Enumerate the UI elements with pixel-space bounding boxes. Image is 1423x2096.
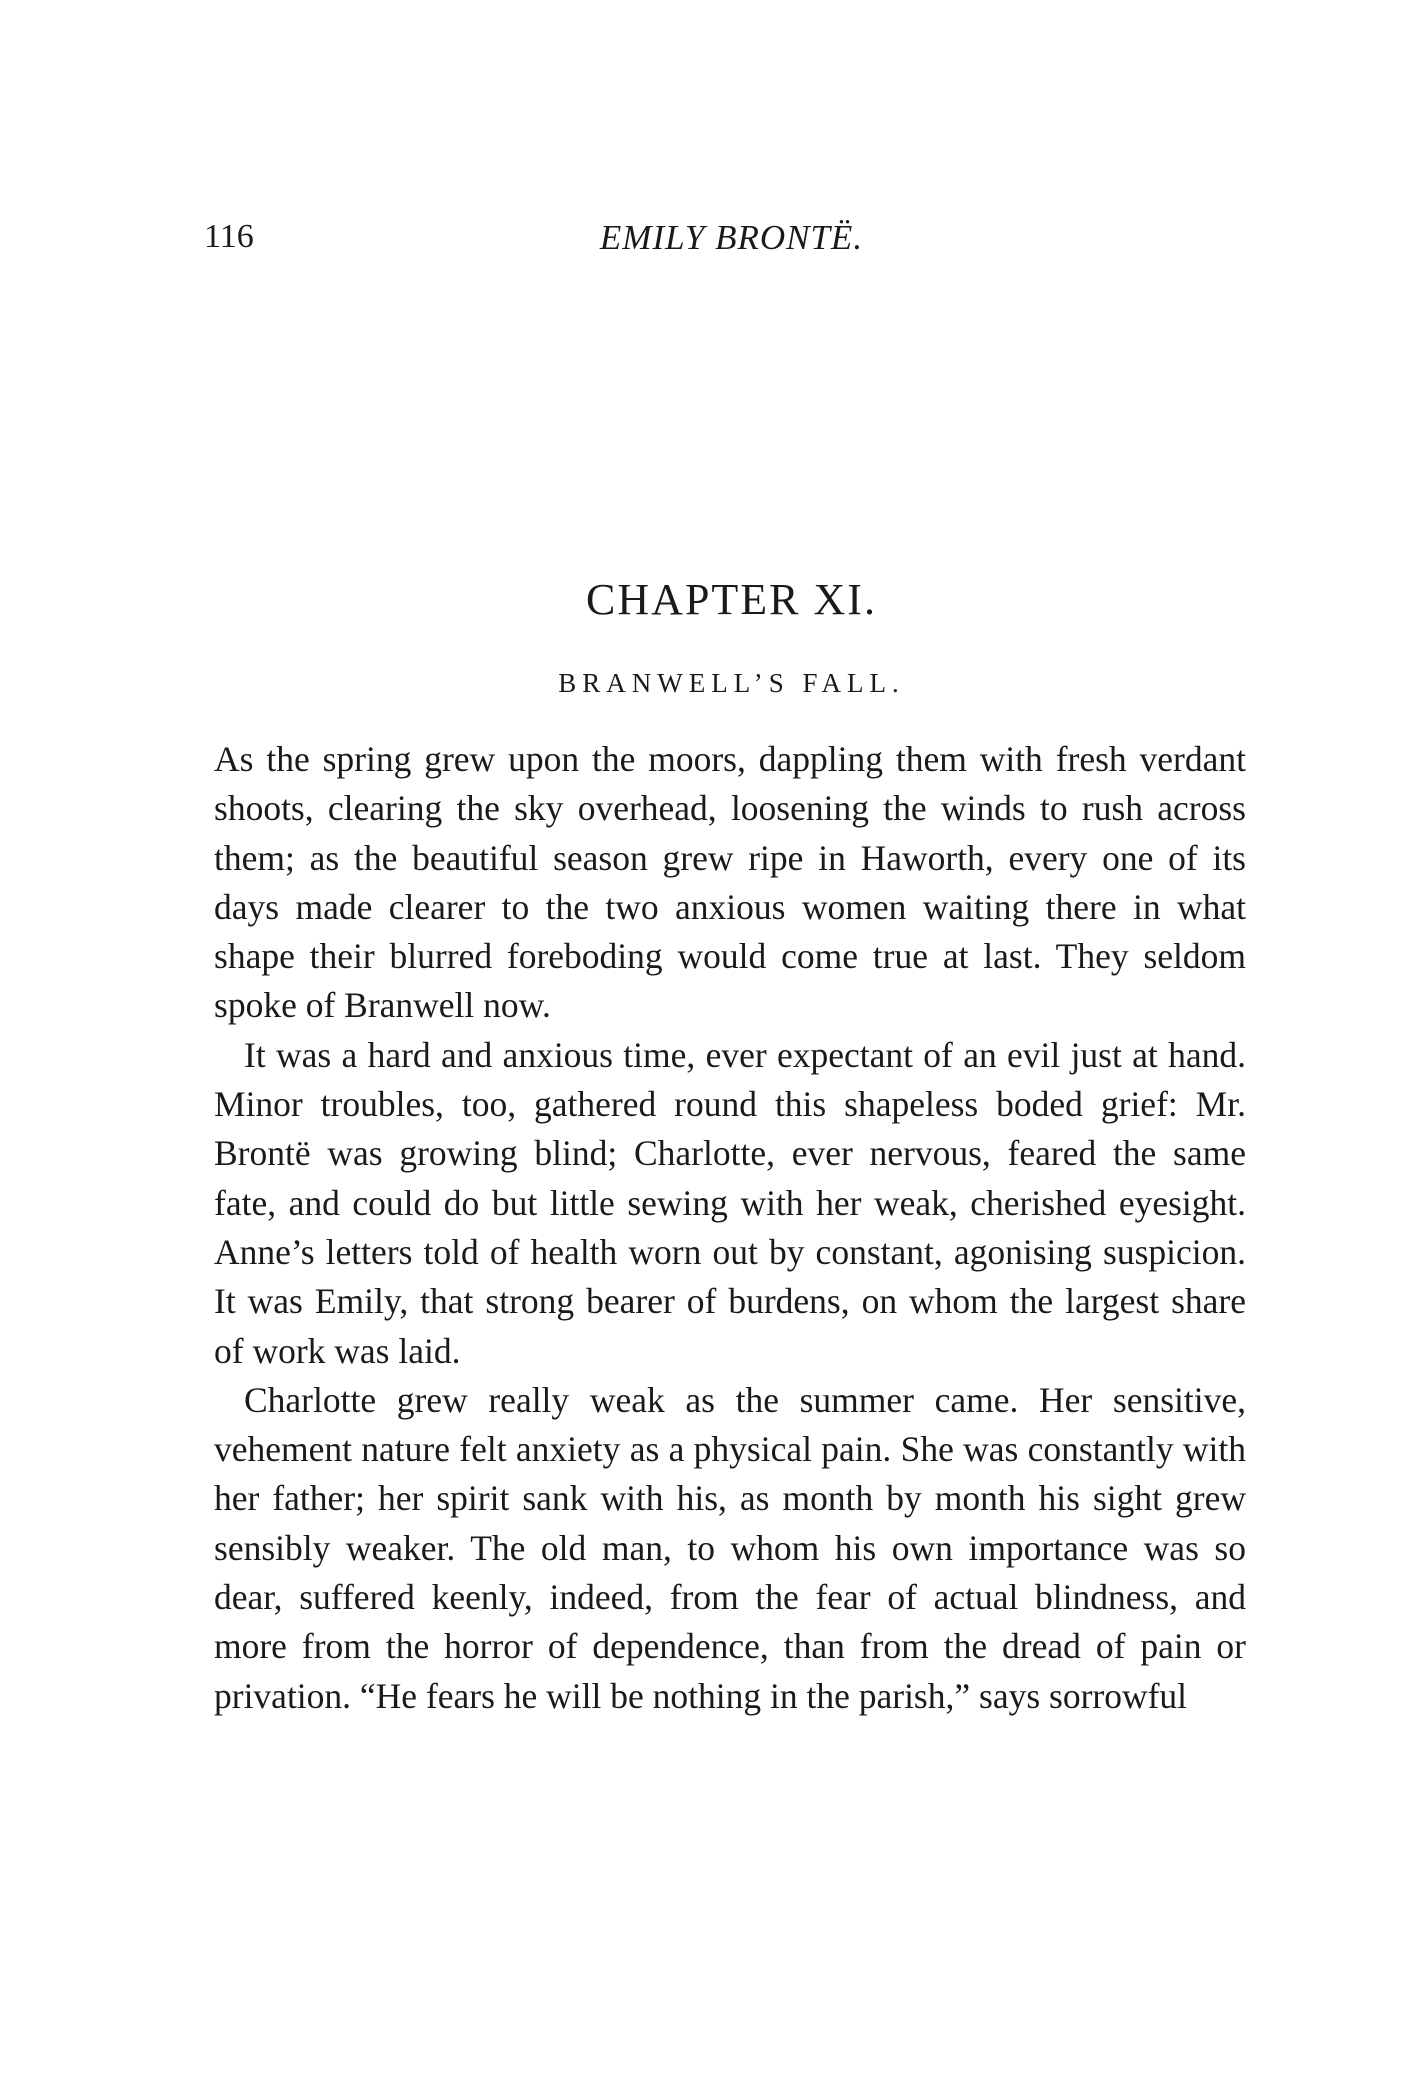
page-number: 116 bbox=[204, 218, 254, 255]
running-header bbox=[0, 218, 1423, 268]
paragraph-3: Charlotte grew really weak as the summer came. Her sensitive, vehement nature felt anxiety as a physical pain. She was constantly with her father; her spirit sank with his, as month by month his sight grew sensibly weaker. The old man, to whom his own importance was so dear, suffered keenly, indeed, from the fear of actual blindness, and more from the horror of dependence, than from the dread of pain or privation. “He fears he will be nothing in the parish,” says sorrowful bbox=[214, 1379, 1246, 1716]
chapter-title: CHAPTER XI. bbox=[586, 575, 877, 624]
body-text bbox=[214, 735, 1246, 1721]
running-title: EMILY BRONTË. bbox=[599, 218, 864, 257]
paragraph-2: It was a hard and anxious time, ever expectant of an evil just at hand. Minor troubles, too, gathered round this shapeless boded grief: Mr. Brontë was growing blind; Charlotte, ever nervous, feared the same fate, and could do but little sewing with her weak, cherished eyesight. Anne’s letters told of health worn out by constant, agonising suspicion. It was Emily, that strong bearer of burdens, on whom the largest share of work was laid. bbox=[214, 1034, 1246, 1371]
chapter-subtitle: BRANWELL’S FALL. bbox=[558, 668, 905, 698]
paragraph-1: As the spring grew upon the moors, dappling them with fresh verdant shoots, clearing the sky overhead, loosening the winds to rush across them; as the beautiful season grew ripe in Haworth, every one of its days made clearer to the two anxious women waiting there in what shape their blurred foreboding would come true at last. They seldom spoke of Branwell now. bbox=[214, 739, 1246, 1026]
